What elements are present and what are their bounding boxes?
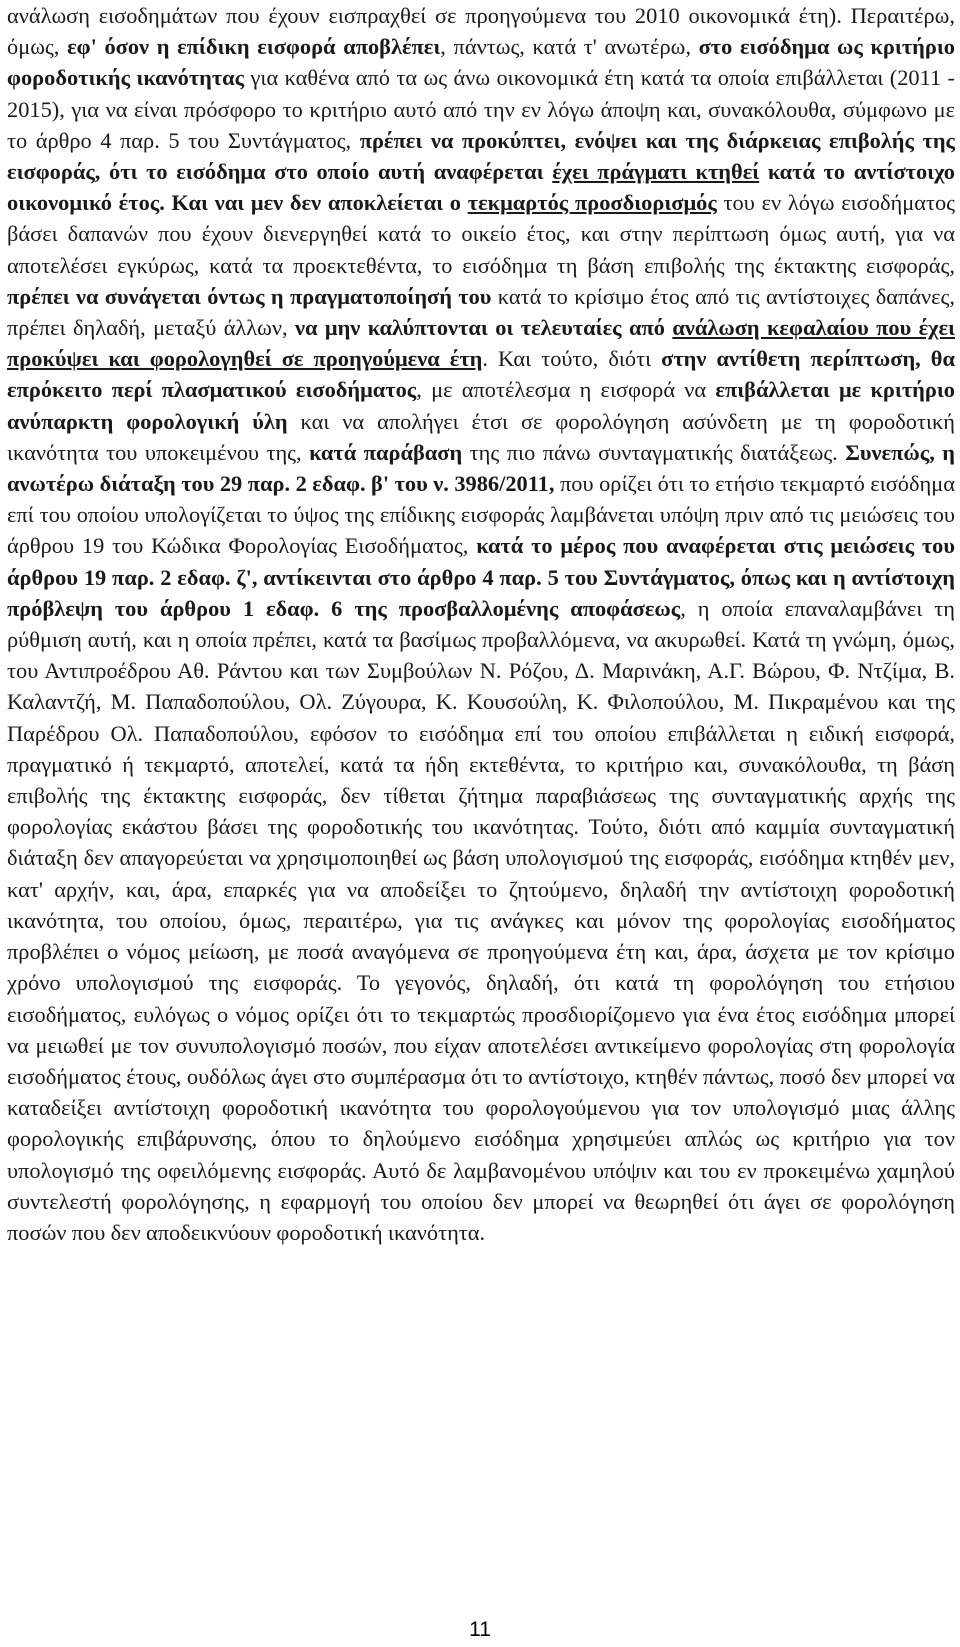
text-segment: , η οποία επαναλαμβάνει τη ρύθμιση αυτή, και η οποία πρέπει, κατά τα βασίμως προβαλλόμενα, να ακυρωθεί. Κατά τη γνώμη, όμως, του Αντιπροέδρου Αθ. Ράντου και των Συμβούλων Ν. Ρόζου, Δ. Μαρινάκη, Α.Γ. Βώρου, Φ. Ντζίμα, Β. Καλαντζή, Μ. Παπαδοπούλου, Ολ. Ζύγουρα, Κ. Κουσούλη, Κ. Φιλοπούλου, Μ. Πικραμένου και της Παρέδρου Ολ. Παπαδοπούλου, εφόσον το εισόδημα επί του οποίου επιβάλλεται η ειδική εισφορά, πραγματικό ή τεκμαρτό, αποτελεί, κατά τα ήδη εκτεθέντα, το κριτήριο και, συνακόλουθα, τη βάση επιβολής της έκτακτης εισφοράς, δεν τίθεται ζήτημα παραβιάσεως της συνταγματικής αρχής της φορολογίας εκάστου βάσει της φοροδοτικής του ικανότητας. Τούτο, διότι από καμμία συνταγματική διάταξη δεν απαγορεύεται να χρησιμοποιηθεί ως βάση υπολογισμού της εισφοράς, εισόδημα κτηθέν μεν, κατ' αρχήν, και, άρα, επαρκές για να αποδείξει το ζητούμενο, δηλαδή την αντίστοιχη φοροδοτική ικανότητα, του οποίου, όμως, περαιτέρω, για τις ανάγκες και μόνον της φορολογίας εισοδήματος προβλέπει ο νόμος μείωση, με ποσά αναγόμενα σε προηγούμενα έτη και, άρα, άσχετα με τον κρίσιμο χρόνο υπολογισμού της εισφοράς. Το γεγονός, δηλαδή, ότι κατά τη φορολόγηση του ετήσιου εισοδήματος, ευλόγως ο νόμος ορίζει ότι το τεκμαρτώς προσδιορίζομενο για ένα έτος εισόδημα μπορεί να μειωθεί με τον συνυπολογισμό ποσών, που είχαν αποτελέσει αντικείμενο φορολογίας στη φορολογία εισοδήματος έτους, ουδόλως άγει στο συμπέρασμα ότι το αντίστοιχο, κτηθέν πάντως, ποσό δεν μπορεί να καταδείξει αντίστοιχη φοροδοτική ικανότητα του φορολογούμενου για τον υπολογισμό μιας άλλης φορολογικής επιβάρυνσης, όπου το δηλούμενο εισόδημα χρησιμεύει απλώς ως κριτήριο για τον υπολογισμό της οφειλόμενης εισφοράς. Αυτό δε λαμβανομένου υπόψιν και του εν προκειμένω χαμηλού συντελεστή φορολόγησης, η εφαρμογή του οποίου δεν μπορεί να θεωρηθεί ότι άγει σε φορολόγηση ποσών που δεν αποδεικνύουν φοροδοτική ικανότητα.: [7, 595, 955, 1245]
text-segment: πρέπει να συνάγεται όντως η πραγματοποίησή του: [7, 283, 492, 309]
text-segment: κατά το κρίσιμο έτος από τις αντίστοιχες δαπάνες, πρέπει δηλαδή, μεταξύ άλλων,: [7, 283, 955, 341]
text-segment: επιβάλλεται με κριτήριο ανύπαρκτη φορολογική ύλη: [7, 377, 955, 434]
text-segment: κατά το αντίστοιχο οικονομικό έτος. Και ναι μεν δεν αποκλείεται ο: [7, 159, 955, 216]
text-segment: στην αντίθετη περίπτωση, θα επρόκειτο περί πλασματικού εισοδήματος: [7, 346, 955, 403]
text-segment: του εν λόγω εισοδήματος βάσει δαπανών που έχουν διενεργηθεί κατά το οικείο έτος, και στην περίπτωση όμως αυτή, για να αποτελέσει εγκύρως, κατά τα προεκτεθέντα, το εισόδημα τη βάση επιβολής της έκτακτης εισφοράς,: [7, 190, 956, 278]
text-segment: και να απολήγει έτσι σε φορολόγηση ασύνδετη με τη φοροδοτική ικανότητα του υποκειμένου της,: [7, 408, 955, 465]
text-segment: για καθένα από τα ως άνω οικονομικά έτη κατά τα οποία επιβάλλεται (2011 - 2015), για να είναι πρόσφορο το κριτήριο αυτό από την εν λόγω άποψη και, συνακόλουθα, σύμφωνο με το άρθρο 4 παρ. 5 του Συντάγματος,: [7, 65, 955, 153]
text-segment: κατά παράβαση: [309, 439, 463, 465]
text-segment: πρέπει να προκύπτει, ενόψει και της διάρκειας επιβολής της εισφοράς, ότι το εισόδημα στο οποίο αυτή αναφέρεται: [7, 127, 955, 185]
text-segment: κατά το μέρος που αναφέρεται στις μειώσεις του άρθρου 19 παρ. 2 εδαφ. ζ', αντίκεινται στο άρθρο 4 παρ. 5 του Συντάγματος, όπως και η αντίστοιχη πρόβλεψη του άρθρου 1 εδαφ. 6 της προσβαλλομένης αποφάσεως: [7, 533, 955, 621]
text-segment: της πιο πάνω συνταγματικής διατάξεως.: [462, 439, 846, 465]
page-number: 11: [469, 1618, 491, 1641]
text-segment: , με αποτέλεσμα η εισφορά να: [416, 377, 716, 403]
text-segment: που ορίζει ότι το ετήσιο τεκμαρτό εισόδημα επί του οποίου υπολογίζεται το ύψος της επίδικης εισφοράς λαμβάνεται υπόψη πριν από τις μειώσεις του άρθρου 19 του Κώδικα Φορολογίας Εισοδήματος,: [7, 471, 955, 559]
text-segment: έχει πράγματι κτηθεί: [552, 159, 760, 185]
body-paragraph: [7, 0, 955, 1248]
text-segment: ανάλωση εισοδημάτων που έχουν εισπραχθεί σε προηγούμενα του 2010 οικονομικά έτη). Περαιτέρω, όμως,: [7, 3, 955, 60]
text-segment: ανάλωση κεφαλαίου που έχει προκύψει και φορολογηθεί σε προηγούμενα έτη: [7, 315, 955, 372]
text-segment: τεκμαρτός προσδιορισμός: [467, 190, 717, 216]
text-segment: . Και τούτο, διότι: [482, 346, 662, 372]
text-segment: Συνεπώς, η ανωτέρω διάταξη του 29 παρ. 2 εδαφ. β' του ν. 3986/2011,: [7, 439, 955, 497]
text-segment: στο εισόδημα ως κριτήριο φοροδοτικής ικανότητας: [7, 34, 955, 91]
text-segment: εφ' όσον η επίδικη εισφορά αποβλέπει: [67, 34, 441, 60]
text-segment: να μην καλύπτονται οι τελευταίες από: [295, 315, 673, 341]
text-segment: , πάντως, κατά τ' ανωτέρω,: [440, 34, 699, 60]
